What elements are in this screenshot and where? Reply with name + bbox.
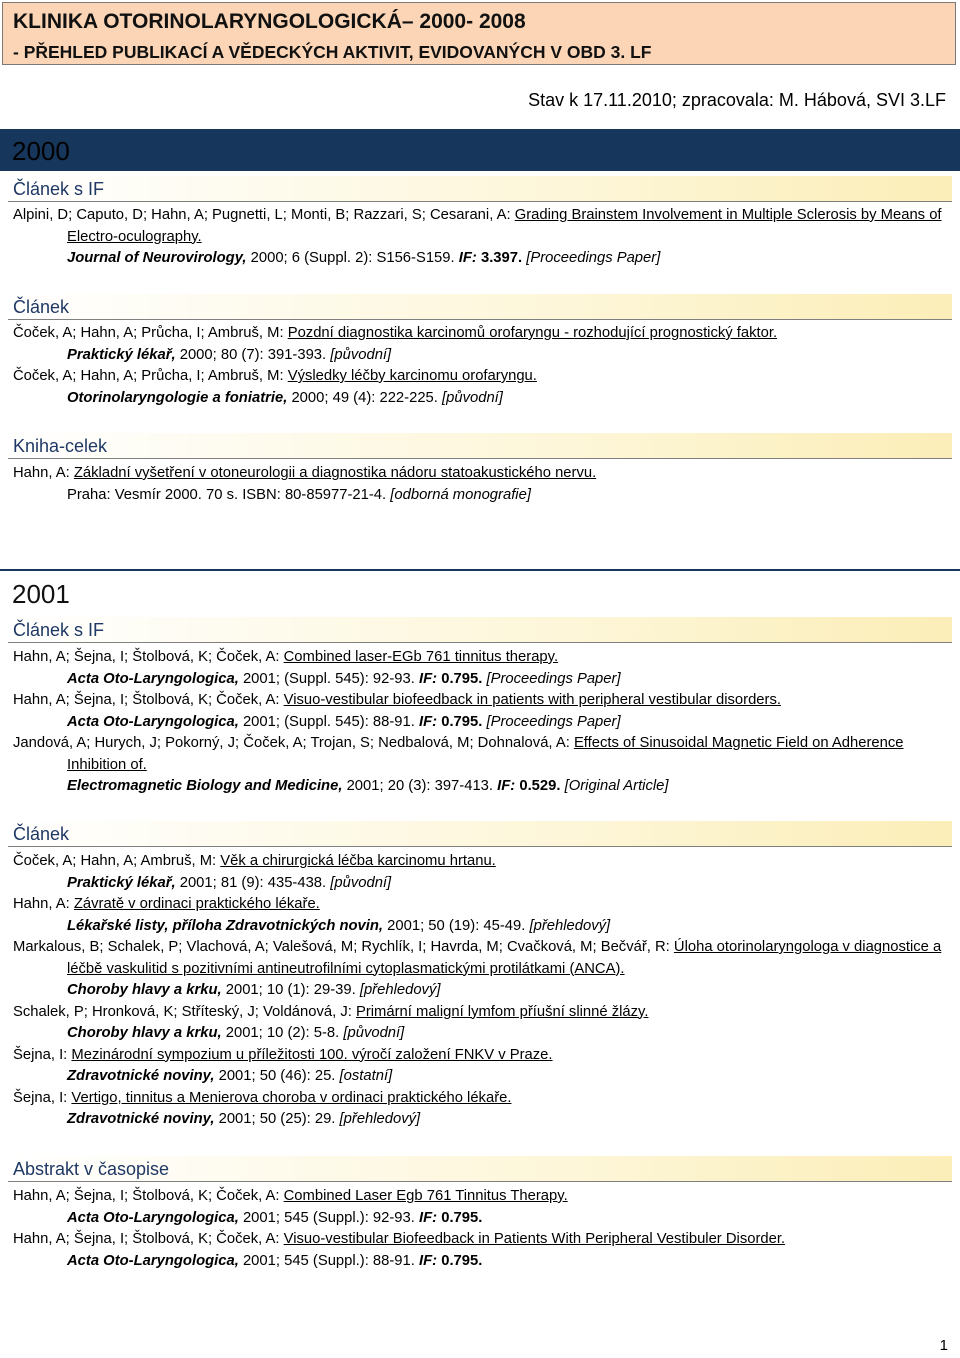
citation (13, 776, 953, 798)
authors: Hahn, A; Šejna, I; Štolbová, K; Čoček, A: (13, 649, 280, 665)
citation-details: 2001; 545 (Suppl.): 92-93. (242, 1209, 415, 1226)
publication-title: Grading Brainstem Involvement in Multiple Sclerosis by Means of Electro-oculography. (67, 207, 942, 245)
citation (13, 1109, 953, 1131)
journal: Praktický lékař, (67, 346, 176, 363)
journal: Lékařské listy, příloha Zdravotnických novin, (67, 917, 384, 934)
journal: Acta Oto-Laryngologica, (67, 713, 239, 730)
publication-entry (13, 647, 953, 669)
authors: Schalek, P; Hronková, K; Stříteský, J; Voldánová, J: (13, 1003, 352, 1020)
publication-title: Věk a chirurgická léčba karcinomu hrtanu. (220, 853, 496, 869)
if-label: IF: (419, 1209, 438, 1226)
citation (13, 345, 953, 367)
publication-entry (13, 323, 953, 345)
journal: Electromagnetic Biology and Medicine, (67, 778, 343, 794)
publication-list (13, 647, 953, 798)
citation-details: 2001; 10 (1): 29-39. (225, 982, 356, 998)
citation-details: 2000; 6 (Suppl. 2): S156-S159. (250, 250, 455, 266)
citation (13, 980, 953, 1002)
publication-title: Úloha otorinolaryngologa v diagnostice a léčbě vaskulitid s pozitivními antineutrofilními cytoplasmatickými protilátkami (ANCA). (67, 939, 942, 977)
publication-title: Pozdní diagnostika karcinomů orofaryngu - rozhodující prognostický faktor. (287, 325, 778, 341)
publication-type: [odborná monografie] (390, 486, 531, 503)
publication-type: [původní] (343, 1025, 405, 1041)
publication-type: [Proceedings Paper] (526, 250, 661, 266)
publication-entry (13, 366, 953, 388)
citation-details: 2001; (Suppl. 545): 92-93. (242, 670, 415, 687)
authors: Čoček, A; Hahn, A; Ambruš, M: (13, 853, 217, 869)
publication-type: [ostatní] (339, 1068, 393, 1084)
journal: Choroby hlavy a krku, (67, 982, 222, 998)
section-heading: Článek (8, 821, 952, 847)
publication-entry (13, 1045, 953, 1067)
section-heading: Článek s IF (8, 617, 952, 643)
section-heading: Abstrakt v časopise (8, 1156, 952, 1182)
impact-factor: 3.397. (480, 250, 523, 266)
impact-factor: 0.795. (441, 1209, 483, 1226)
citation-details: 2001; 50 (25): 29. (218, 1111, 336, 1127)
citation (13, 1066, 953, 1088)
publication-list (13, 851, 953, 1131)
impact-factor: 0.529. (519, 778, 561, 794)
authors: Hahn, A: (13, 896, 70, 912)
authors: Hahn, A; Šejna, I; Štolbová, K; Čoček, A: (13, 692, 280, 708)
if-label: IF: (458, 250, 477, 266)
citation-details: 2001; 81 (9): 435-438. (179, 874, 327, 891)
impact-factor: 0.795. (441, 1252, 483, 1269)
citation-details: 2001; 545 (Suppl.): 88-91. (242, 1252, 415, 1269)
publication-title: Výsledky léčby karcinomu orofaryngu. (287, 368, 537, 384)
publication-title: Vertigo, tinnitus a Menierova choroba v ordinaci praktického lékaře. (71, 1089, 512, 1106)
citation (13, 1251, 953, 1273)
authors: Alpini, D; Caputo, D; Hahn, A; Pugnetti, L; Monti, B; Razzari, S; Cesarani, A: (13, 207, 511, 223)
year-bar-2000 (0, 129, 960, 171)
citation (13, 485, 953, 507)
year-heading: 2000 (12, 136, 70, 166)
citation-details: 2000; 49 (4): 222-225. (291, 389, 438, 406)
citation-details: Praha: Vesmír 2000. 70 s. ISBN: 80-85977-21-4. (67, 486, 387, 503)
authors: Čoček, A; Hahn, A; Průcha, I; Ambruš, M: (13, 325, 284, 341)
citation (13, 712, 953, 734)
publication-list (13, 463, 953, 506)
section-heading: Kniha-celek (8, 433, 952, 459)
publication-title: Závratě v ordinaci praktického lékaře. (73, 896, 320, 912)
if-label: IF: (419, 713, 438, 730)
journal: Choroby hlavy a krku, (67, 1025, 222, 1041)
publication-title: Combined Laser Egb 761 Tinnitus Therapy. (283, 1188, 568, 1204)
publication-entry (13, 1229, 953, 1251)
publication-list (13, 1186, 953, 1272)
impact-factor: 0.795. (441, 713, 483, 730)
section-heading: Článek (8, 294, 952, 320)
citation (13, 248, 953, 270)
journal: Zdravotnické noviny, (67, 1068, 215, 1084)
publication-type: [původní] (330, 346, 392, 363)
publication-entry (13, 937, 953, 980)
citation-details: 2001; (Suppl. 545): 88-91. (242, 713, 415, 730)
journal: Journal of Neurovirology, (67, 250, 247, 266)
publication-type: [původní] (330, 874, 392, 891)
citation (13, 1208, 953, 1230)
publication-title: Visuo-vestibular Biofeedback in Patients With Peripheral Vestibuler Disorder. (283, 1231, 786, 1247)
publication-entry (13, 1002, 953, 1024)
citation (13, 388, 953, 410)
document-header (2, 2, 956, 65)
authors: Šejna, I: (13, 1089, 68, 1106)
citation-details: 2001; 50 (19): 45-49. (387, 917, 526, 934)
journal: Acta Oto-Laryngologica, (67, 1209, 239, 1226)
citation-details: 2001; 20 (3): 397-413. (346, 778, 494, 794)
journal: Acta Oto-Laryngologica, (67, 1252, 239, 1269)
citation (13, 916, 953, 938)
publication-list (13, 323, 953, 409)
publication-type: [původní] (442, 389, 503, 406)
publication-entry (13, 1186, 953, 1208)
citation-details: 2001; 10 (2): 5-8. (225, 1025, 340, 1041)
if-label: IF: (419, 1252, 438, 1269)
publication-entry (13, 205, 953, 248)
publication-entry (13, 690, 953, 712)
impact-factor: 0.795. (441, 670, 483, 687)
authors: Hahn, A; Šejna, I; Štolbová, K; Čoček, A: (13, 1231, 280, 1247)
citation (13, 873, 953, 895)
authors: Hahn, A; Šejna, I; Štolbová, K; Čoček, A: (13, 1188, 280, 1204)
status-line: Stav k 17.11.2010; zpracovala: M. Hábová, SVI 3.LF (528, 90, 946, 110)
publication-type: [Proceedings Paper] (486, 713, 621, 730)
publication-entry (13, 894, 953, 916)
year-bar-2001 (0, 569, 960, 611)
document-subtitle: - PŘEHLED PUBLIKACÍ A VĚDECKÝCH AKTIVIT, EVIDOVANÝCH V OBD 3. LF (13, 42, 652, 62)
publication-entry (13, 1088, 953, 1110)
publication-entry (13, 463, 953, 485)
journal: Praktický lékař, (67, 874, 176, 891)
year-heading: 2001 (12, 579, 70, 609)
citation-details: 2001; 50 (46): 25. (218, 1068, 336, 1084)
publication-title: Visuo-vestibular biofeedback in patients with peripheral vestibular disorders. (283, 692, 781, 708)
journal: Acta Oto-Laryngologica, (67, 670, 239, 687)
journal: Zdravotnické noviny, (67, 1111, 215, 1127)
publication-type: [přehledový] (359, 982, 441, 998)
authors: Šejna, I: (13, 1046, 68, 1063)
authors: Jandová, A; Hurych, J; Pokorný, J; Čoček, A; Trojan, S; Nedbalová, M; Dohnalová, A: (13, 735, 570, 751)
if-label: IF: (497, 778, 516, 794)
citation (13, 669, 953, 691)
section-heading: Článek s IF (8, 176, 952, 202)
journal: Otorinolaryngologie a foniatrie, (67, 389, 288, 406)
publication-type: [přehledový] (339, 1111, 421, 1127)
authors: Čoček, A; Hahn, A; Průcha, I; Ambruš, M: (13, 368, 284, 384)
publication-list (13, 205, 953, 270)
publication-type: [Original Article] (564, 778, 669, 794)
publication-title: Combined laser-EGb 761 tinnitus therapy. (283, 649, 559, 665)
citation-details: 2000; 80 (7): 391-393. (179, 346, 327, 363)
publication-entry (13, 733, 953, 776)
page-number: 1 (939, 1337, 948, 1354)
citation (13, 1023, 953, 1045)
publication-title: Effects of Sinusoidal Magnetic Field on Adherence Inhibition of. (67, 735, 904, 773)
publication-title: Primární maligní lymfom příušní slinné žlázy. (355, 1003, 649, 1020)
if-label: IF: (419, 670, 438, 687)
publication-title: Základní vyšetření v otoneurologii a diagnostika nádoru statoakustického nervu. (73, 465, 597, 481)
publication-title: Mezinárodní sympozium u příležitosti 100. výročí založení FNKV v Praze. (71, 1046, 553, 1063)
authors: Markalous, B; Schalek, P; Vlachová, A; Valešová, M; Rychlík, I; Havrda, M; Cvačková, M; Bečvář, R: (13, 939, 670, 955)
publication-type: [přehledový] (529, 917, 611, 934)
publication-entry (13, 851, 953, 873)
authors: Hahn, A: (13, 465, 70, 481)
publication-type: [Proceedings Paper] (486, 670, 621, 687)
document-title: KLINIKA OTORINOLARYNGOLOGICKÁ– 2000- 2008 (13, 10, 526, 33)
